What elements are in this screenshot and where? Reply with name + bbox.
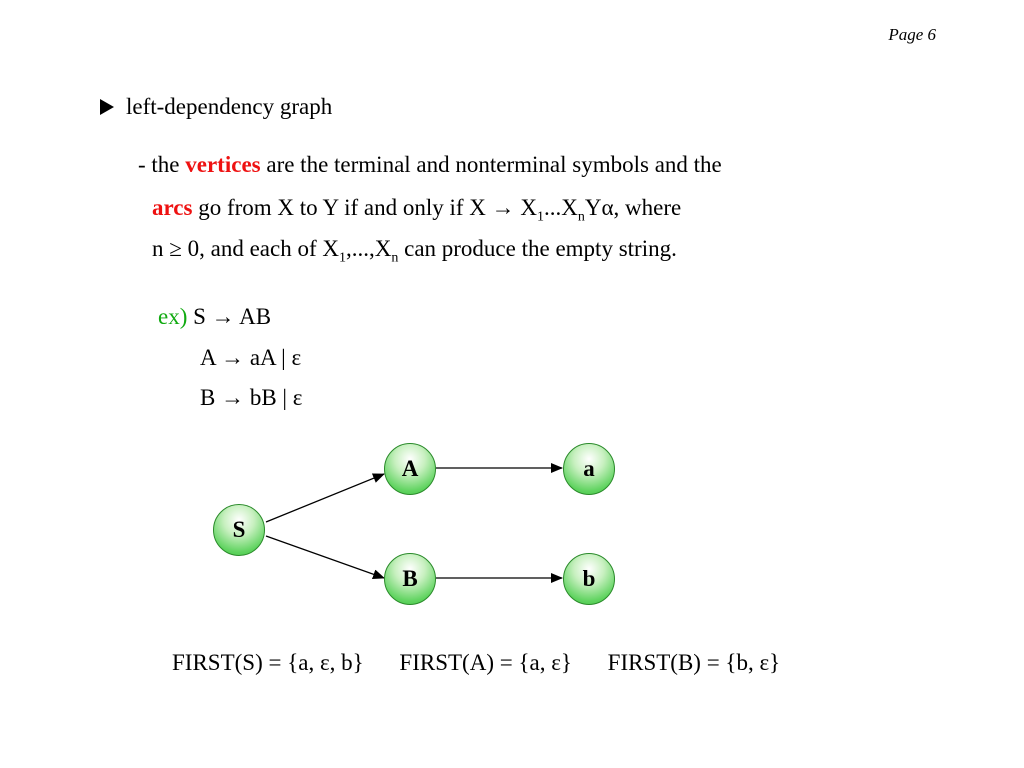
subscript-nb: n	[391, 250, 399, 266]
grammar-rule-3: B → bB | ε	[200, 385, 303, 410]
first-S: FIRST(S) = {a, ε, b}	[172, 650, 364, 675]
page-number: Page 6	[888, 25, 936, 44]
first-sets	[172, 650, 810, 676]
def-line2-end: Yα, where	[584, 195, 682, 220]
subscript-n: n	[577, 209, 585, 225]
edge-S-B	[266, 536, 384, 578]
node-b: b	[563, 553, 615, 605]
first-A: FIRST(A) = {a, ε}	[399, 650, 572, 675]
example-label: ex)	[158, 304, 188, 329]
def-prefix: - the	[138, 152, 186, 177]
edge-S-A	[266, 474, 384, 522]
def-line1-rest: are the terminal and nonterminal symbols and the	[260, 152, 722, 177]
def-line2-rest: go from X to Y if and only if X → X	[192, 195, 537, 220]
heading-text: left-dependency graph	[126, 94, 333, 119]
arcs-term: arcs	[152, 195, 193, 220]
rule-1: S → AB	[193, 304, 272, 329]
grammar-rule-2: A → aA | ε	[200, 345, 302, 370]
def-line2-mid: ...X	[543, 195, 578, 220]
node-a: a	[563, 443, 615, 495]
def-line3-start: n ≥ 0, and each of X	[152, 236, 339, 261]
vertices-term: vertices	[185, 152, 261, 177]
def-line3-end: can produce the empty string.	[398, 236, 677, 261]
first-B: FIRST(B) = {b, ε}	[607, 650, 781, 675]
subscript-1b: 1	[338, 250, 346, 266]
node-A: A	[384, 443, 436, 495]
def-line3-mid: ,...,X	[345, 236, 392, 261]
node-B: B	[384, 553, 436, 605]
subscript-1: 1	[536, 209, 544, 225]
node-S: S	[213, 504, 265, 556]
